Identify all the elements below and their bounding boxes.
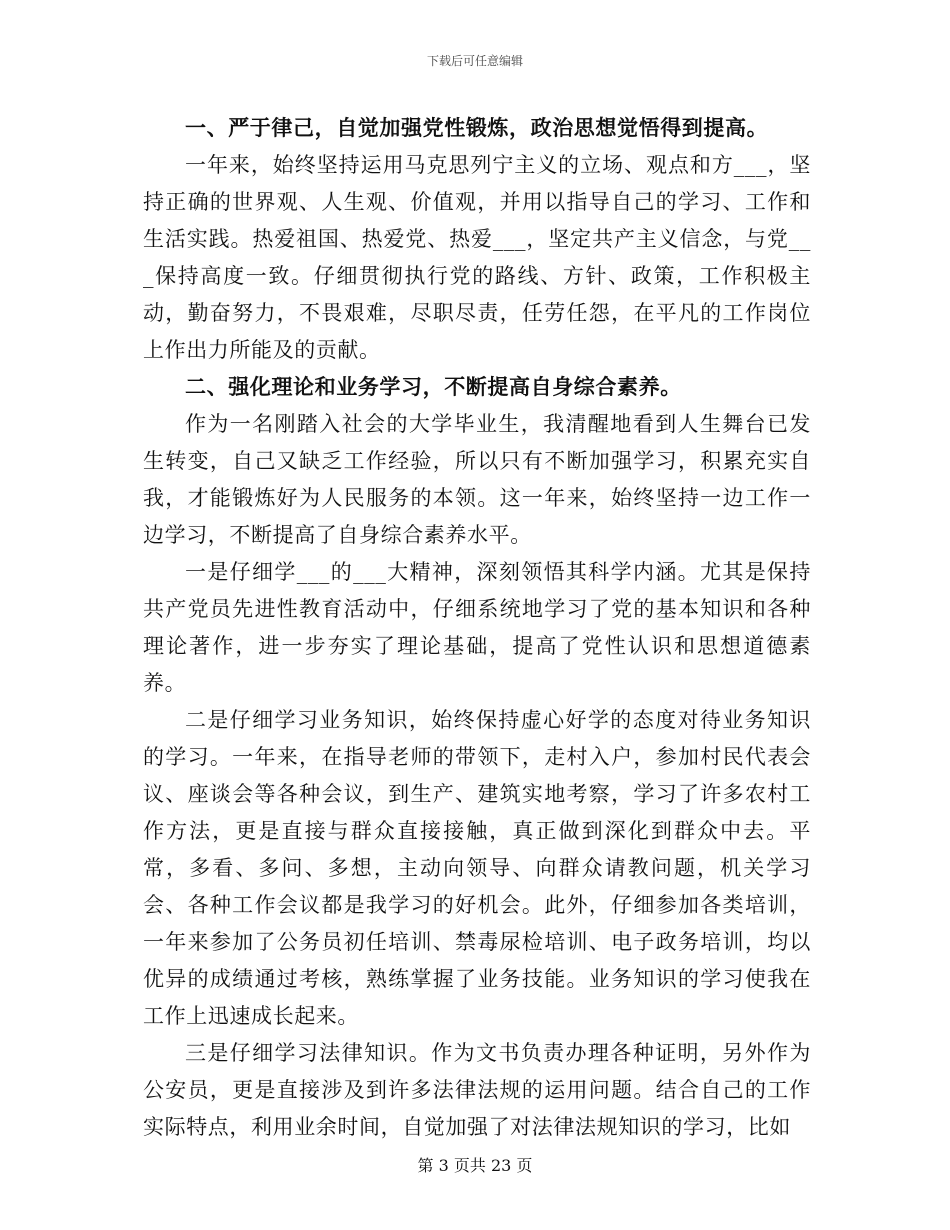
- paragraph: 一年来，始终坚持运用马克思列宁主义的立场、观点和方___，坚持正确的世界观、人生观、价值观，并用以指导自己的学习、工作和生活实践。热爱祖国、热爱党、热爱___，坚定共产主义信念，与党___保持高度一致。仔细贯彻执行党的路线、方针、政策，工作积极主动，勤奋努力，不畏艰难，尽职尽责，任劳任怨，在平凡的工作岗位上作出力所能及的贡献。: [143, 153, 811, 362]
- paragraph: 一是仔细学___的___大精神，深刻领悟其科学内涵。尤其是保持共产党员先进性教育活动中，仔细系统地学习了党的基本知识和各种理论著作，进一步夯实了理论基础，提高了党性认识和思想道德素养。: [143, 560, 811, 695]
- page-header: 下载后可任意编辑: [426, 54, 523, 68]
- page-number: 第 3 页共 23 页: [417, 1156, 533, 1175]
- paragraph: 作为一名刚踏入社会的大学毕业生，我清醒地看到人生舞台已发生转变，自己又缺乏工作经验，所以只有不断加强学习，积累充实自我，才能锻炼好为人民服务的本领。这一年来，始终坚持一边工作一边学习，不断提高了自身综合素养水平。: [143, 412, 811, 547]
- section-heading-1: 一、严于律己，自觉加强党性锻炼，政治思想觉悟得到提高。: [185, 116, 769, 140]
- section-heading-2: 二、强化理论和业务学习，不断提高自身综合素养。: [185, 375, 682, 399]
- paragraph: 三是仔细学习法律知识。作为文书负责办理各种证明，另外作为公安员，更是直接涉及到许多法律法规的运用问题。结合自己的工作实际特点，利用业余时间，自觉加强了对法律法规知识的学习，比如: [143, 1041, 811, 1139]
- paragraph: 二是仔细学习业务知识，始终保持虚心好学的态度对待业务知识的学习。一年来，在指导老师的带领下，走村入户，参加村民代表会议、座谈会等各种会议，到生产、建筑实地考察，学习了许多农村工作方法，更是直接与群众直接接触，真正做到深化到群众中去。平常，多看、多问、多想，主动向领导、向群众请教问题，机关学习会、各种工作会议都是我学习的好机会。此外，仔细参加各类培训，一年来参加了公务员初任培训、禁毒尿检培训、电子政务培训，均以优异的成绩通过考核，熟练掌握了业务技能。业务知识的学习使我在工作上迅速成长起来。: [143, 708, 811, 1028]
- document-body: [143, 110, 811, 1146]
